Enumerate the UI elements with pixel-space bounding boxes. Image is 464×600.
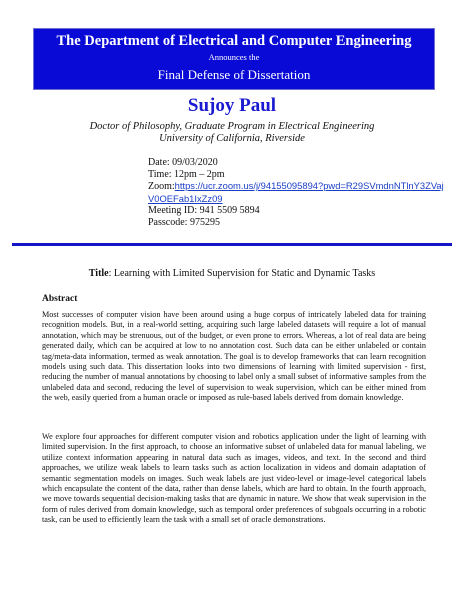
candidate-name: Sujoy Paul <box>187 95 277 116</box>
abstract-heading: Abstract <box>42 294 78 304</box>
dissertation-title <box>0 268 464 280</box>
event-title: Final Defense of Dissertation <box>157 67 311 82</box>
announces-text: Announces the <box>208 52 260 62</box>
zoom-link[interactable]: https://ucr.zoom.us/j/94155095894?pwd=R29SVmdnNTlnY3ZVajV0OEFab1IxZz09 <box>148 180 444 204</box>
date-text: Date: 09/03/2020 <box>148 157 218 168</box>
degree-text: Doctor of Philosophy, Graduate Program in Electrical Engineering <box>89 121 375 132</box>
title-text: : Learning with Limited Supervision for Static and Dynamic Tasks <box>108 268 376 279</box>
passcode-text: Passcode: 975295 <box>148 216 220 228</box>
divider-rule <box>12 243 452 246</box>
event-details <box>148 157 448 228</box>
zoom-line <box>148 180 448 205</box>
abstract-paragraph: Most successes of computer vision have been around using a huge corpus of intricately labeled data for training recognition models. But, in a real-world setting, acquiring such large labeled datasets will require a lot of manual annotation, which may be strenuous, out of the budget, or even prone to errors. Whereas, a lot of real data are being generated daily, which can be acquired at low to no annotation cost. Such data can be either unlabeled or contain tag/meta-data information, termed as weak annotation. The goal is to develop frameworks that can learn recognition models using such data. This dissertation looks into two dimensions of learning with limited supervision - first, reducing the number of manual annotations by choosing to label only a small subset of informative samples from the unlabeled data and second, reducing the level of supervision to weak supervision, which can be either mined from the web, easily queried from a human oracle or imposed as rule-based labels derived from domain knowledge. <box>42 310 426 403</box>
zoom-label: Zoom: <box>148 181 175 192</box>
title-label: Title <box>88 268 109 279</box>
department-heading: The Department of Electrical and Computer Engineering <box>56 33 412 49</box>
header-banner <box>33 28 435 90</box>
time-text: Time: 12pm – 2pm <box>148 168 225 180</box>
abstract-paragraph: We explore four approaches for different computer vision and robotics application under the light of learning with limited supervision. In the first approach, to choose an informative subset of unlabeled data for manual labeling, we utilize context information appearing in natural data such as images, videos, and text. In the second and third approaches, we utilize weak labels to learn tasks such as action localization in videos and domain adaptation of semantic segmentation models on images. Such weak labels are just video-level or image-level categorical labels which encapsulate the content of the data, rather than dense labels, which are hard to obtain. In the fourth approach, we move towards sequential decision-making tasks that are dynamic in nature. We show that weak supervision in the form of rules derived from domain knowledge, such as temporal order preferences of subgoals occurring in a robotic task, can be used to efficiently learn the task with a small set of oracle demonstrations. <box>42 432 426 525</box>
meeting-id-text: Meeting ID: 941 5509 5894 <box>148 205 260 216</box>
university-text: University of California, Riverside <box>159 133 305 144</box>
